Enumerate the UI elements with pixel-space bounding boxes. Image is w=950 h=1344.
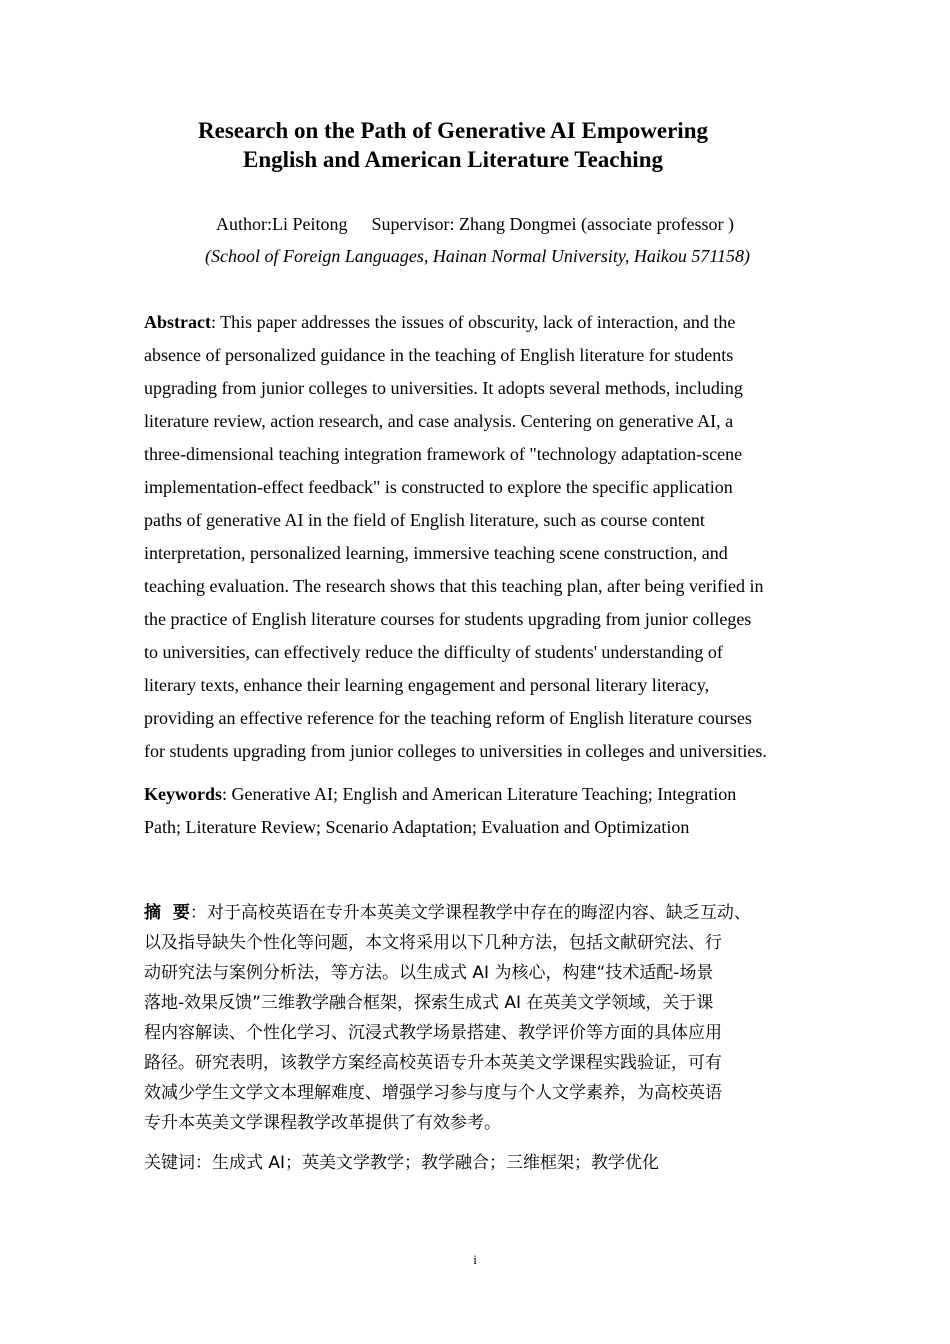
abstract-label: Abstract <box>144 312 211 332</box>
chinese-abstract-label: 摘 要 <box>144 903 190 923</box>
chinese-abstract-section <box>144 898 834 1138</box>
abstract-line: three-dimensional teaching integration framework of "technology adaptation-scene <box>144 444 743 464</box>
abstract-text: : This paper addresses the issues of obscurity, lack of interaction, and the <box>210 312 736 332</box>
author-line <box>0 212 950 236</box>
keywords-line: Path; Literature Review; Scenario Adaptation; Evaluation and Optimization <box>144 817 690 837</box>
page-number: i <box>473 1252 477 1267</box>
abstract-line: upgrading from junior colleges to universities. It adopts several methods, including <box>144 378 743 398</box>
chinese-abstract-line: 效减少学生文学文本理解难度、增强学习参与度与个人文学素养，为高校英语 <box>144 1083 722 1103</box>
abstract-line: to universities, can effectively reduce the difficulty of students' understanding of <box>144 642 723 662</box>
abstract-section <box>144 306 816 768</box>
chinese-abstract-line: 路径。研究表明，该教学方案经高校英语专升本英美文学课程实践验证，可有 <box>144 1053 722 1073</box>
keywords-text: : Generative AI; English and American Literature Teaching; Integration <box>222 784 737 804</box>
abstract-line: the practice of English literature courses for students upgrading from junior colleges <box>144 609 752 629</box>
chinese-abstract-line: 落地-效果反馈”三维教学融合框架，探索生成式 AI 在英美文学领域，关于课 <box>144 993 714 1013</box>
abstract-line: absence of personalized guidance in the teaching of English literature for students <box>144 345 734 365</box>
abstract-line: for students upgrading from junior colleges to universities in colleges and universities. <box>144 741 767 761</box>
keywords-line <box>144 778 816 811</box>
abstract-line: implementation-effect feedback" is constructed to explore the specific application <box>144 477 733 497</box>
chinese-abstract-line: 程内容解读、个性化学习、沉浸式教学场景搭建、教学评价等方面的具体应用 <box>144 1023 722 1043</box>
supervisor-name: Supervisor: Zhang Dongmei (associate professor ) <box>371 214 734 234</box>
abstract-line: literary texts, enhance their learning engagement and personal literary literacy, <box>144 675 710 695</box>
paper-title <box>0 116 906 174</box>
affiliation: (School of Foreign Languages, Hainan Normal University, Haikou 571158) <box>205 246 750 266</box>
abstract-line: interpretation, personalized learning, immersive teaching scene construction, and <box>144 543 728 563</box>
abstract-line <box>144 306 816 339</box>
chinese-abstract-line: 专升本英美文学课程教学改革提供了有效参考。 <box>144 1113 501 1133</box>
chinese-abstract-line: 动研究法与案例分析法，等方法。以生成式 AI 为核心，构建“技术适配-场景 <box>144 963 714 983</box>
abstract-line: paths of generative AI in the field of English literature, such as course content <box>144 510 705 530</box>
chinese-keywords: 关键词：生成式 AI；英美文学教学；教学融合；三维框架；教学优化 <box>144 1153 660 1173</box>
abstract-line: providing an effective reference for the teaching reform of English literature courses <box>144 708 752 728</box>
abstract-line: literature review, action research, and case analysis. Centering on generative AI, a <box>144 411 734 431</box>
keywords-section <box>144 778 816 844</box>
paper-title-line-2: English and American Literature Teaching <box>242 147 663 172</box>
paper-title-line-1: Research on the Path of Generative AI Empowering <box>198 118 708 143</box>
abstract-line: teaching evaluation. The research shows that this teaching plan, after being verified in <box>144 576 764 596</box>
author-name: Author:Li Peitong <box>216 214 348 234</box>
chinese-abstract-line <box>144 898 834 928</box>
chinese-abstract-text: ：对于高校英语在专升本英美文学课程教学中存在的晦涩内容、缺乏互动、 <box>189 903 751 923</box>
keywords-label: Keywords <box>144 784 222 804</box>
chinese-abstract-line: 以及指导缺失个性化等问题，本文将采用以下几种方法，包括文献研究法、行 <box>144 933 722 953</box>
